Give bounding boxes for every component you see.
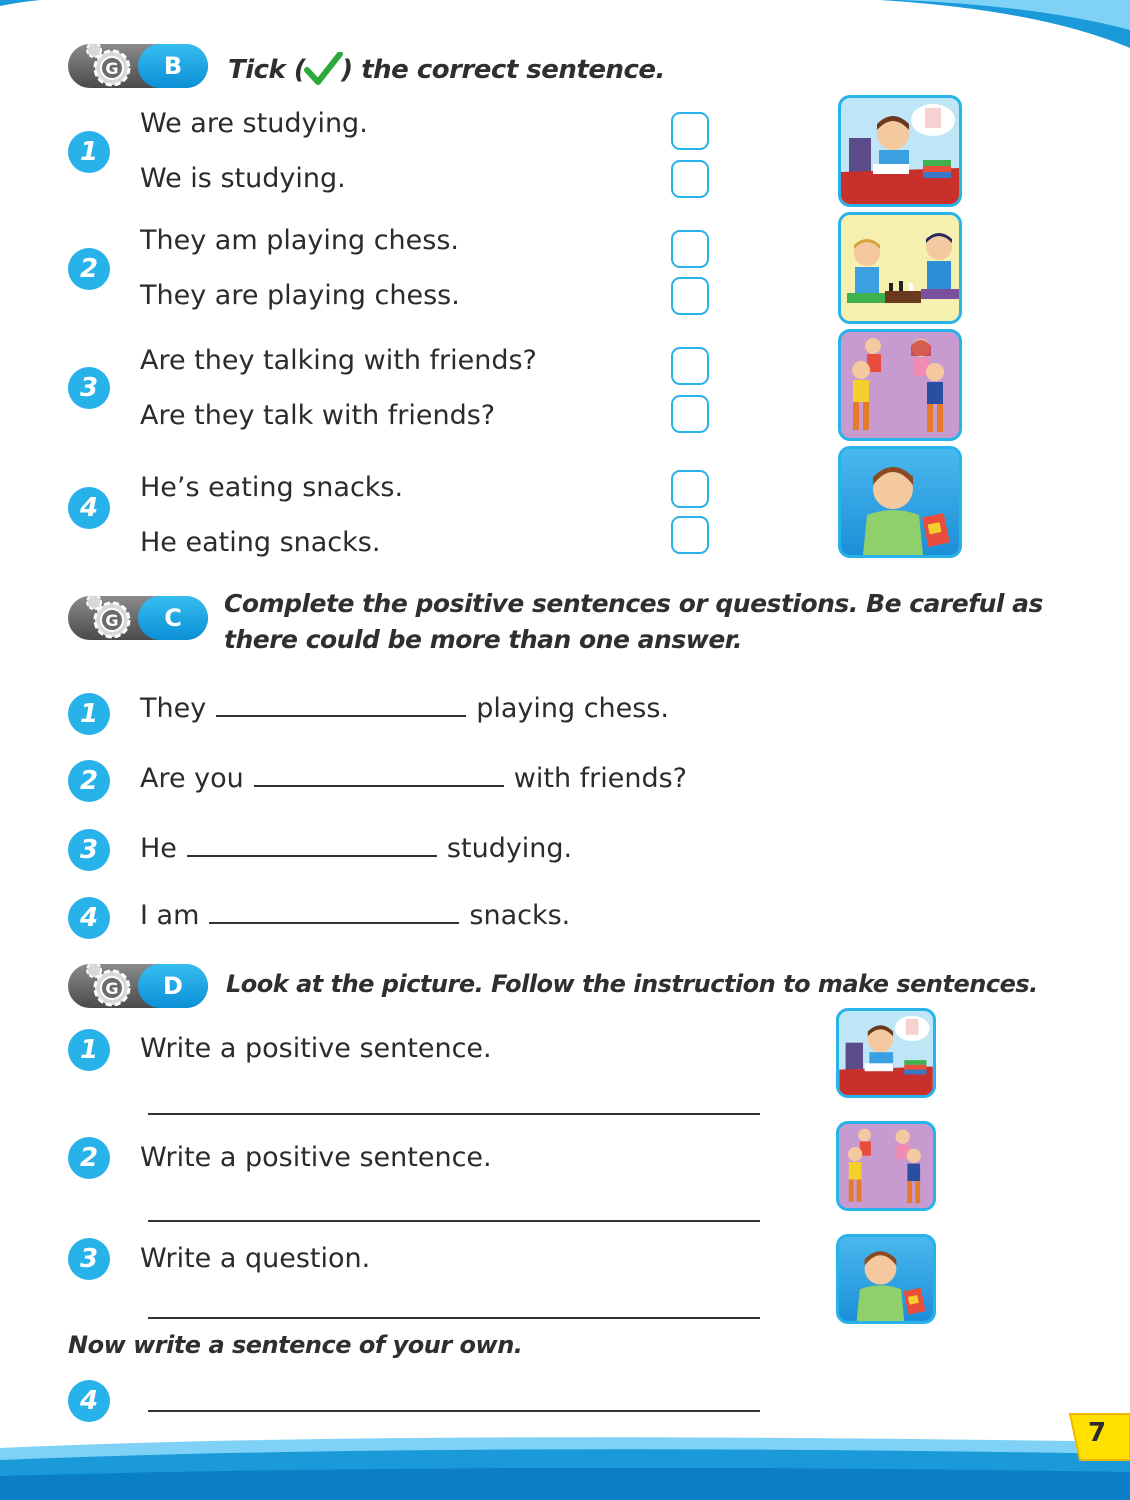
- d-item-2-number: 2: [68, 1137, 110, 1179]
- c-item-3-after: studying.: [446, 833, 573, 864]
- c-item-4-before: I am: [140, 900, 200, 931]
- d-item-1-number: 1: [68, 1029, 110, 1071]
- gear-label: G: [105, 59, 119, 78]
- c-item-4-blank[interactable]: [209, 900, 459, 924]
- d-item-1-instruction: Write a positive sentence.: [140, 1033, 492, 1064]
- d-item-2-answer-line[interactable]: [148, 1220, 760, 1222]
- footer-wave: [0, 1420, 1130, 1500]
- section-b-heading-end: ) the correct sentence.: [341, 55, 665, 85]
- b-item-1-sentence-a: We are studying.: [140, 108, 368, 139]
- section-c-heading-line-2: there could be more than one answer.: [224, 625, 743, 654]
- b-item-2-checkbox-b[interactable]: [671, 277, 709, 315]
- kids-playing-chess-picture: [838, 212, 962, 324]
- d-item-3-number: 3: [68, 1238, 110, 1280]
- section-d-letter: D: [138, 964, 208, 1008]
- own-sentence-heading: Now write a sentence of your own.: [68, 1331, 523, 1359]
- c-item-2-before: Are you: [140, 763, 244, 794]
- b-item-3-sentence-b: Are they talk with friends?: [140, 400, 496, 431]
- c-item-2-sentence: [140, 763, 687, 794]
- c-item-4-sentence: [140, 900, 570, 931]
- b-item-1-number: 1: [68, 131, 110, 173]
- b-item-3-number: 3: [68, 367, 110, 409]
- d-item-1-answer-line[interactable]: [148, 1113, 760, 1115]
- d-item-3-answer-line[interactable]: [148, 1317, 760, 1319]
- b-item-1-checkbox-b[interactable]: [671, 160, 709, 198]
- c-item-4-number: 4: [68, 897, 110, 939]
- c-item-1-after: playing chess.: [476, 693, 669, 724]
- friends-talking-picture: [838, 329, 962, 441]
- b-item-1-sentence-b: We is studying.: [140, 163, 346, 194]
- c-item-3-sentence: [140, 833, 572, 864]
- c-item-1-number: 1: [68, 693, 110, 735]
- c-item-2-after: with friends?: [513, 763, 688, 794]
- d-item-4-answer-line[interactable]: [148, 1410, 760, 1412]
- c-item-4-after: snacks.: [469, 900, 571, 931]
- boy-studying-picture: [838, 95, 962, 207]
- section-b-heading-start: Tick (: [228, 55, 306, 85]
- section-b-letter: B: [138, 44, 208, 88]
- c-item-1-sentence: [140, 693, 669, 724]
- c-item-1-before: They: [140, 693, 207, 724]
- b-item-3-sentence-a: Are they talking with friends?: [140, 345, 537, 376]
- b-item-1-checkbox-a[interactable]: [671, 112, 709, 150]
- b-item-4-checkbox-a[interactable]: [671, 470, 709, 508]
- boy-eating-snacks-picture: [838, 446, 962, 558]
- grammar-gear-icon: [80, 960, 140, 1012]
- b-item-4-sentence-b: He eating snacks.: [140, 527, 381, 558]
- gear-label: G: [105, 611, 119, 630]
- checkmark-icon: [303, 52, 343, 86]
- b-item-4-number: 4: [68, 487, 110, 529]
- section-d-heading: Look at the picture. Follow the instruction to make sentences.: [226, 970, 1038, 998]
- b-item-3-checkbox-a[interactable]: [671, 347, 709, 385]
- c-item-3-blank[interactable]: [187, 833, 437, 857]
- b-item-4-checkbox-b[interactable]: [671, 516, 709, 554]
- page-number: 7: [1088, 1418, 1107, 1448]
- d-item-2-instruction: Write a positive sentence.: [140, 1142, 492, 1173]
- boy-eating-snacks-picture-small: [836, 1234, 936, 1324]
- c-item-2-blank[interactable]: [254, 763, 504, 787]
- d-item-3-instruction: Write a question.: [140, 1243, 371, 1274]
- c-item-1-blank[interactable]: [216, 693, 466, 717]
- section-c-letter: C: [138, 596, 208, 640]
- d-item-4-number: 4: [68, 1380, 110, 1422]
- section-c-heading-line-1: Complete the positive sentences or questions. Be careful as: [224, 589, 1043, 618]
- b-item-4-sentence-a: He’s eating snacks.: [140, 472, 404, 503]
- grammar-gear-icon: [80, 40, 140, 92]
- friends-talking-picture-small: [836, 1121, 936, 1211]
- c-item-2-number: 2: [68, 760, 110, 802]
- b-item-2-number: 2: [68, 248, 110, 290]
- c-item-3-number: 3: [68, 829, 110, 871]
- b-item-2-sentence-a: They am playing chess.: [140, 225, 459, 256]
- b-item-2-sentence-b: They are playing chess.: [140, 280, 460, 311]
- gear-label: G: [105, 979, 119, 998]
- grammar-gear-icon: [80, 592, 140, 644]
- b-item-2-checkbox-a[interactable]: [671, 230, 709, 268]
- section-b-heading: [228, 52, 665, 86]
- b-item-3-checkbox-b[interactable]: [671, 395, 709, 433]
- boy-studying-picture-small: [836, 1008, 936, 1098]
- c-item-3-before: He: [140, 833, 177, 864]
